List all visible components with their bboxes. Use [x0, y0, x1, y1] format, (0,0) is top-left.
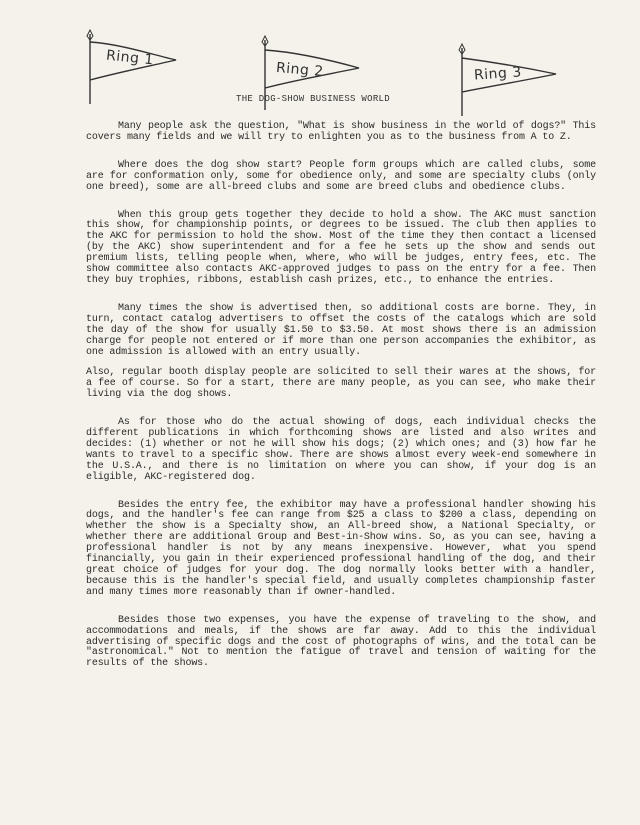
paragraph-holding-show: When this group gets together they decide to hold a show. The AKC must sanction this show, for championship points, or degrees to be issued. The club then applies to the AKC for permission to hold the show. Most of the time they then contact a licensed (by the AKC) show superintendent and for a fee he sets up the show and sends out premium lists, telling people when, where, who will be judges, entry fees, etc. The show committee also contacts AKC-approved judges to pass on the entry for a fee. Then they buy trophies, ribbons, establish cash prizes, etc., to enhance the entries. — [86, 209, 596, 286]
pennant-label-ring-2: Ring 2 — [275, 59, 325, 81]
paragraph-booth-display: Also, regular booth display people are solicited to sell their wares at the shows, for a fee of course. So for a start, there are many people, as you can see, who make their living via the dog shows. — [86, 367, 596, 401]
pennant-label-ring-3: Ring 3 — [473, 64, 523, 84]
document-title: THE DOG-SHOW BUSINESS WORLD — [236, 94, 390, 104]
paragraph-travel-expenses: Besides those two expenses, you have the expense of traveling to the show, and accommodations and meals, if the shows are far away. Add to this the individual advertising of specific dogs and the cost of photographs of wins, and the total can be "astronomical." Not to mention the fatigue of travel and tension of waiting for the results of the shows. — [86, 614, 596, 670]
paragraph-clubs: Where does the dog show start? People form groups which are called clubs, some are for conformation only, some for obedience only, and some are specialty clubs (only one breed), some are all-breed clubs and some are breed clubs and obedience clubs. — [86, 159, 596, 193]
paragraph-intro: Many people ask the question, "What is show business in the world of dogs?" This covers many fields and we will try to enlighten you as to the business from A to Z. — [86, 121, 596, 143]
document-body — [86, 122, 596, 687]
paragraph-showing-dogs: As for those who do the actual showing of dogs, each individual checks the different publications in which forthcoming shows are listed and also writes and decides: (1) whether or not he will show his dogs; (2) which ones; and (3) how far he wants to travel to a specific show. There are shows almost every week-end somewhere in the U.S.A., and there is no limitation on where you can show, if your dog is an eligible, AKC-registered dog. — [86, 417, 596, 483]
paragraph-handler-fees: Besides the entry fee, the exhibitor may have a professional handler showing his dogs, and the handler's fee can range from $25 a class to $200 a class, depending on whether the show is a Specialty show, an All-breed show, a National Specialty, or whether there are additional Group and Best-in-Show wins. So, as you can see, having a professional handler is not by any means inexpensive. However, what you spend financially, you gain in their experienced professional handling of the dog, and their great choice of judges for your dog. The dog normally looks better with a handler, because this is the handler's special field, and usually completes championship faster and many times more reasonably than if owner-handled. — [86, 499, 596, 598]
paragraph-advertising: Many times the show is advertised then, so additional costs are borne. They, in turn, contact catalog advertisers to offset the costs of the catalogs which are sold the day of the show for usually $1.50 to $3.50. At most shows there is an admission charge for people not entered or if more than one person accompanies the exhibitor, as one admission is allowed with an entry usually. — [86, 302, 596, 358]
pennant-label-ring-1: Ring 1 — [105, 47, 155, 69]
